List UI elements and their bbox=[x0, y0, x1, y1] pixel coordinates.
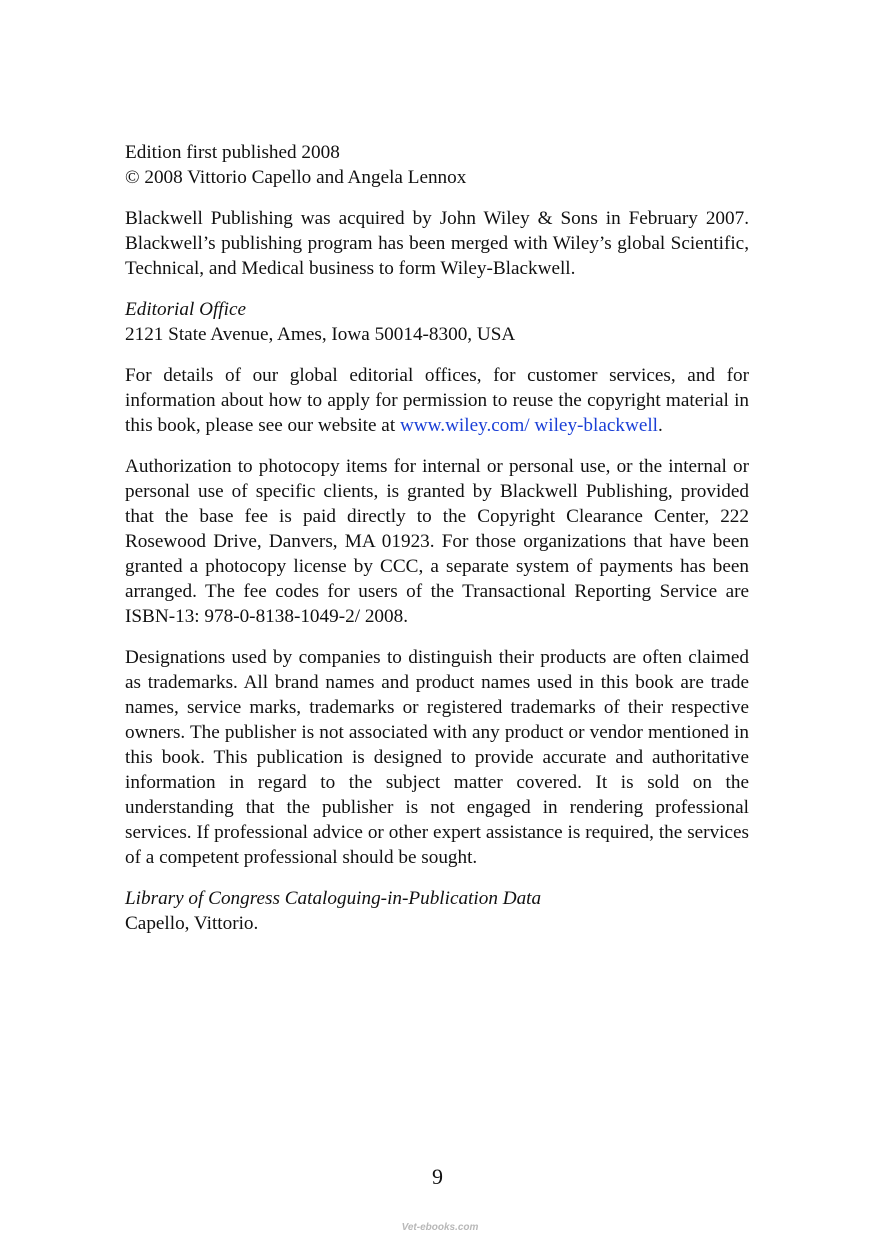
vet-ebooks-watermark-logo bbox=[390, 1216, 490, 1236]
details-text: For details of our global editorial offices, for customer services, and for information about how to apply for permission to reuse the copyright material in this book, please see our website at bbox=[125, 365, 749, 436]
details-end: . bbox=[658, 415, 663, 436]
wiley-website-link[interactable]: www.wiley.com/ wiley-blackwell bbox=[399, 415, 659, 436]
editorial-office-address: 2121 State Avenue, Ames, Iowa 50014-8300, USA bbox=[125, 324, 516, 345]
watermark-text: Vet-ebooks.com bbox=[401, 1222, 479, 1233]
cip-author: Capello, Vittorio. bbox=[125, 913, 259, 934]
edition-line: Edition first published 2008 bbox=[125, 142, 340, 163]
authorization-paragraph: Authorization to photocopy items for internal or personal use, or the internal or personal use of specific clients, is granted by Blackwell Publishing, provided that the base fee is paid directly to the Copyright Clearance Center, 222 Rosewood Drive, Danvers, MA 01923. For those organizations that have been granted a photocopy license by CCC, a separate system of payments has been arranged. The fee codes for users of the Transactional Reporting Service are ISBN-13: 978-0-8138-1049-2/ 2008. bbox=[125, 456, 749, 627]
editorial-office-heading: Editorial Office bbox=[125, 299, 246, 320]
copyright-page-body bbox=[125, 140, 749, 952]
cip-heading: Library of Congress Cataloguing-in-Publication Data bbox=[125, 888, 542, 909]
details-paragraph bbox=[125, 363, 749, 438]
acquisition-paragraph: Blackwell Publishing was acquired by John Wiley & Sons in February 2007. Blackwell’s publishing program has been merged with Wiley’s global Scientific, Technical, and Medical business to form Wiley-Blackwell. bbox=[125, 208, 749, 279]
editorial-office-block bbox=[125, 297, 749, 347]
copyright-block bbox=[125, 140, 749, 190]
cip-block bbox=[125, 886, 749, 936]
designations-paragraph: Designations used by companies to distinguish their products are often claimed as trademarks. All brand names and product names used in this book are trade names, service marks, trademarks or registered trademarks of their respective owners. The publisher is not associated with any product or vendor mentioned in this book. This publication is designed to provide accurate and authoritative information in regard to the subject matter covered. It is sold on the understanding that the publisher is not engaged in rendering professional services. If professional advice or other expert assistance is required, the services of a competent professional should be sought. bbox=[125, 647, 749, 868]
copyright-line: © 2008 Vittorio Capello and Angela Lennox bbox=[125, 167, 467, 188]
page-number: 9 bbox=[432, 1164, 443, 1189]
